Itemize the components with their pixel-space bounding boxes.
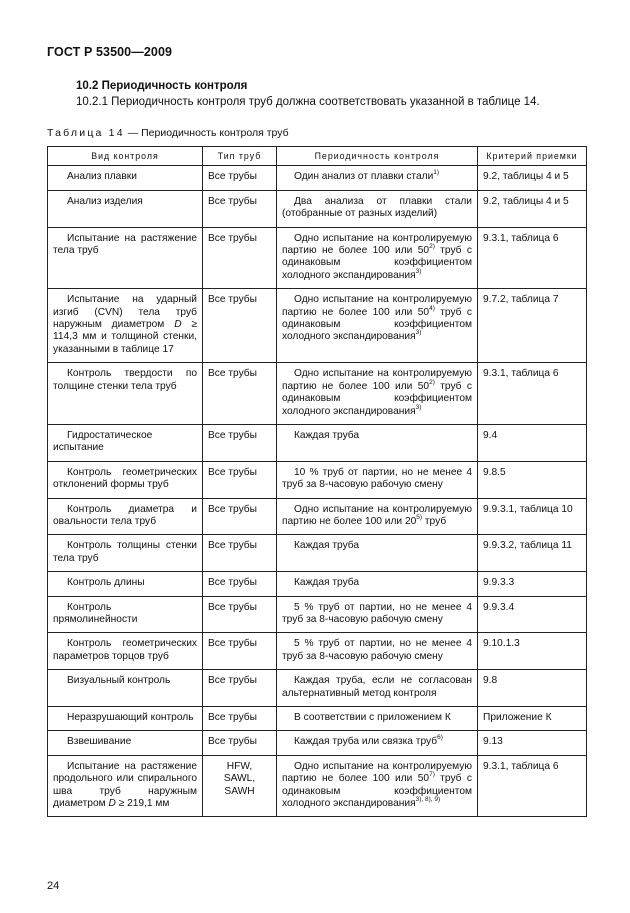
table-body (48, 166, 587, 817)
table-header-row (48, 147, 587, 166)
cell-acceptance-criteria: 9.13 (478, 731, 587, 755)
cell-pipe-type: Все трубы (203, 363, 277, 425)
table-row (48, 755, 587, 817)
table-row (48, 227, 587, 289)
cell-test-type: Гидростатическое испытание (48, 424, 203, 461)
cell-acceptance-criteria: 9.9.3.3 (478, 572, 587, 596)
page-number: 24 (47, 880, 60, 892)
table-row (48, 461, 587, 498)
cell-pipe-type: Все трубы (203, 572, 277, 596)
cell-frequency: Одно испытание на контролируемую партию не более 100 или 50$^{4)}$ труб с одинаковым коэффициентом холодного экспандирования$^{3)}$ (277, 289, 478, 363)
cell-frequency: Каждая труба (277, 572, 478, 596)
cell-frequency: 5 % труб от партии, но не менее 4 труб за 8-часовую рабочую смену (277, 633, 478, 670)
table-row (48, 289, 587, 363)
cell-test-type: Контроль диаметра и овальности тела труб (48, 498, 203, 535)
cell-acceptance-criteria: 9.2, таблицы 4 и 5 (478, 190, 587, 227)
cell-acceptance-criteria: 9.8 (478, 670, 587, 707)
table-row (48, 572, 587, 596)
cell-frequency: Одно испытание на контролируемую партию не более 100 или 50$^{7)}$ труб с одинаковым коэффициентом холодного экспандирования$^{3), 8), 9)}$ (277, 755, 478, 817)
document-code: ГОСТ Р 53500—2009 (47, 45, 173, 59)
table-row (48, 596, 587, 633)
cell-pipe-type: Все трубы (203, 633, 277, 670)
cell-pipe-type: Все трубы (203, 670, 277, 707)
cell-pipe-type: Все трубы (203, 461, 277, 498)
cell-test-type: Анализ изделия (48, 190, 203, 227)
cell-frequency: Одно испытание на контролируемую партию не более 100 или 50$^{2)}$ труб с одинаковым коэффициентом холодного экспандирования$^{3)}$ (277, 363, 478, 425)
cell-pipe-type: Все трубы (203, 596, 277, 633)
cell-pipe-type: Все трубы (203, 424, 277, 461)
column-header-pipe-type: Тип труб (203, 147, 277, 166)
table-row (48, 707, 587, 731)
cell-test-type: Неразрушающий контроль (48, 707, 203, 731)
cell-pipe-type: Все трубы (203, 227, 277, 289)
column-header-acceptance: Критерий приемки (478, 147, 587, 166)
inspection-frequency-table (47, 146, 587, 817)
table-row (48, 166, 587, 190)
cell-acceptance-criteria: 9.8.5 (478, 461, 587, 498)
cell-test-type: Контроль длины (48, 572, 203, 596)
table-caption-label: Таблица 14 (47, 127, 125, 139)
cell-pipe-type: Все трубы (203, 535, 277, 572)
table-row (48, 424, 587, 461)
section-text: 10.2.1 Периодичность контроля труб должна соответствовать указанной в таблице 14. (76, 96, 540, 108)
column-header-frequency: Периодичность контроля (277, 147, 478, 166)
cell-acceptance-criteria: 9.10.1.3 (478, 633, 587, 670)
cell-frequency: Каждая труба, если не согласован альтернативный метод контроля (277, 670, 478, 707)
table-caption-text: — Периодичность контроля труб (124, 127, 289, 139)
cell-acceptance-criteria: 9.3.1, таблица 6 (478, 227, 587, 289)
cell-acceptance-criteria: 9.3.1, таблица 6 (478, 755, 587, 817)
cell-pipe-type: Все трубы (203, 289, 277, 363)
cell-acceptance-criteria: 9.9.3.1, таблица 10 (478, 498, 587, 535)
cell-test-type: Контроль толщины стенки тела труб (48, 535, 203, 572)
cell-frequency: Каждая труба (277, 535, 478, 572)
cell-acceptance-criteria: 9.2, таблицы 4 и 5 (478, 166, 587, 190)
cell-test-type: Контроль геометрических отклонений формы труб (48, 461, 203, 498)
cell-frequency: Одно испытание на контролируемую партию не более 100 или 20$^{5)}$ труб (277, 498, 478, 535)
cell-frequency: Одно испытание на контролируемую партию не более 100 или 50$^{2)}$ труб с одинаковым коэффициентом холодного экспандирования$^{3)}$ (277, 227, 478, 289)
cell-test-type: Испытание на растяжение продольного или спирального шва труб наружным диаметром D ≥ 219,1 мм (48, 755, 203, 817)
cell-frequency: Два анализа от плавки стали (отобранные от разных изделий) (277, 190, 478, 227)
cell-frequency: 5 % труб от партии, но не менее 4 труб за 8-часовую рабочую смену (277, 596, 478, 633)
cell-acceptance-criteria: 9.3.1, таблица 6 (478, 363, 587, 425)
cell-test-type: Испытание на растяжение тела труб (48, 227, 203, 289)
cell-test-type: Взвешивание (48, 731, 203, 755)
cell-test-type: Испытание на ударный изгиб (CVN) тела труб наружным диаметром D ≥ 114,3 мм и толщиной стенки, указанными в таблице 17 (48, 289, 203, 363)
cell-frequency: Один анализ от плавки стали$^{1)}$ (277, 166, 478, 190)
cell-test-type: Анализ плавки (48, 166, 203, 190)
cell-pipe-type: Все трубы (203, 498, 277, 535)
cell-pipe-type: Все трубы (203, 166, 277, 190)
table-row (48, 190, 587, 227)
cell-pipe-type: Все трубы (203, 707, 277, 731)
table-row (48, 731, 587, 755)
table-caption (47, 127, 289, 139)
cell-acceptance-criteria: 9.4 (478, 424, 587, 461)
cell-test-type: Контроль прямолинейности (48, 596, 203, 633)
cell-acceptance-criteria: 9.7.2, таблица 7 (478, 289, 587, 363)
section-title: 10.2 Периодичность контроля (76, 80, 248, 92)
column-header-test: Вид контроля (48, 147, 203, 166)
cell-pipe-type: Все трубы (203, 731, 277, 755)
cell-frequency: 10 % труб от партии, но не менее 4 труб за 8-часовую рабочую смену (277, 461, 478, 498)
cell-pipe-type: HFW, SAWL, SAWH (203, 755, 277, 817)
table-row (48, 363, 587, 425)
table-row (48, 670, 587, 707)
table-row (48, 535, 587, 572)
cell-acceptance-criteria: Приложение К (478, 707, 587, 731)
table-row (48, 633, 587, 670)
cell-test-type: Контроль твердости по толщине стенки тела труб (48, 363, 203, 425)
cell-frequency: Каждая труба или связка труб$^{6)}$ (277, 731, 478, 755)
cell-frequency: Каждая труба (277, 424, 478, 461)
cell-test-type: Визуальный контроль (48, 670, 203, 707)
cell-acceptance-criteria: 9.9.3.4 (478, 596, 587, 633)
table-row (48, 498, 587, 535)
cell-pipe-type: Все трубы (203, 190, 277, 227)
cell-acceptance-criteria: 9.9.3.2, таблица 11 (478, 535, 587, 572)
cell-test-type: Контроль геометрических параметров торцов труб (48, 633, 203, 670)
cell-frequency: В соответствии с приложением К (277, 707, 478, 731)
